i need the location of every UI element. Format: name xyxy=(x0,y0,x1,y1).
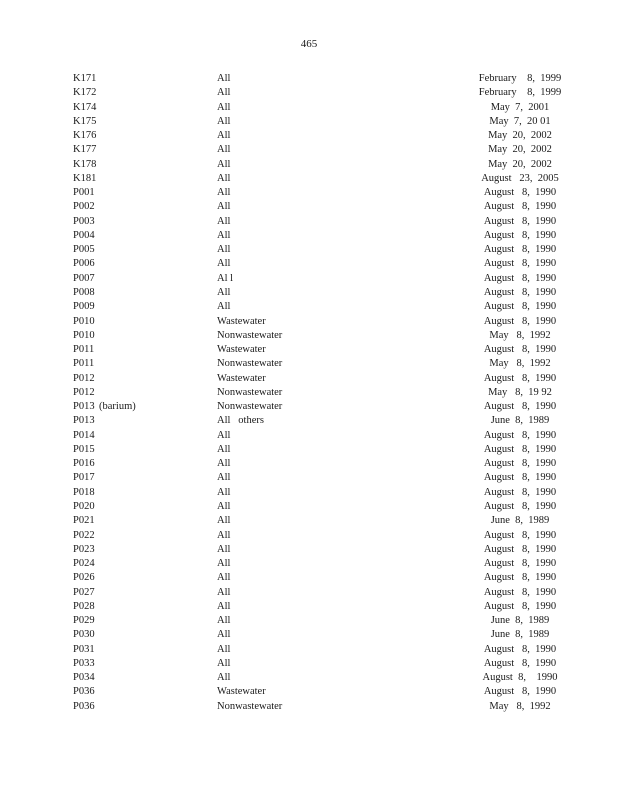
waste-code: P013 xyxy=(73,415,95,427)
waste-code: K172 xyxy=(73,87,97,99)
effective-date: August 8, 1990 xyxy=(483,315,557,327)
waste-type: All xyxy=(217,529,231,541)
effective-date: May 8, 19 92 xyxy=(488,386,552,398)
effective-date: August 8, 1990 xyxy=(483,529,557,541)
waste-code: K178 xyxy=(73,158,97,170)
table-row xyxy=(0,600,618,614)
effective-date: August 8, 1990 xyxy=(483,543,557,555)
table-row xyxy=(0,357,618,371)
waste-code: P036 xyxy=(73,686,95,698)
waste-type: All others xyxy=(217,415,264,427)
effective-date: August 8, 1990 xyxy=(483,215,557,227)
waste-type: All xyxy=(217,558,231,570)
table-row xyxy=(0,586,618,600)
effective-date: August 8, 1990 xyxy=(482,672,558,684)
table-row xyxy=(0,529,618,543)
waste-type: All xyxy=(217,472,231,484)
waste-type: All xyxy=(217,629,231,641)
table-row xyxy=(0,243,618,257)
effective-date: February 8, 1999 xyxy=(478,87,562,99)
table-row xyxy=(0,628,618,642)
table-row xyxy=(0,343,618,357)
effective-date: August 8, 1990 xyxy=(483,486,557,498)
table-row xyxy=(0,414,618,428)
waste-type: All xyxy=(217,443,231,455)
waste-code: K174 xyxy=(73,101,97,113)
waste-type: Wastewater xyxy=(217,315,266,327)
table-row xyxy=(0,471,618,485)
waste-code: P021 xyxy=(73,515,95,527)
waste-code: K181 xyxy=(73,172,97,184)
waste-type: All xyxy=(217,600,231,612)
effective-date: August 8, 1990 xyxy=(483,286,557,298)
waste-type: Nonwastewater xyxy=(217,401,283,413)
table-row xyxy=(0,429,618,443)
effective-date: August 8, 1990 xyxy=(483,458,557,470)
waste-type: All xyxy=(217,258,231,270)
effective-date: August 8, 1990 xyxy=(483,500,557,512)
waste-type: All xyxy=(217,643,231,655)
table-row xyxy=(0,671,618,685)
waste-code: P016 xyxy=(73,458,95,470)
waste-type: All xyxy=(217,158,231,170)
table-row xyxy=(0,329,618,343)
waste-type: Nonwastewater xyxy=(217,329,283,341)
waste-type: All xyxy=(217,672,231,684)
table-row xyxy=(0,272,618,286)
table-row xyxy=(0,158,618,172)
waste-type: All xyxy=(217,515,231,527)
table-row xyxy=(0,129,618,143)
waste-code: P034 xyxy=(73,672,95,684)
table-row xyxy=(0,186,618,200)
table-row xyxy=(0,457,618,471)
effective-date: August 23, 2005 xyxy=(481,172,559,184)
waste-type: All xyxy=(217,130,231,142)
waste-type: All xyxy=(217,486,231,498)
waste-code: P004 xyxy=(73,229,95,241)
waste-type: Al l xyxy=(217,272,234,284)
waste-code: P002 xyxy=(73,201,95,213)
table-row xyxy=(0,286,618,300)
waste-code: P010 xyxy=(73,329,95,341)
effective-date: August 8, 1990 xyxy=(483,229,557,241)
waste-type: Nonwastewater xyxy=(217,700,283,712)
waste-type: All xyxy=(217,301,231,313)
waste-code: P027 xyxy=(73,586,95,598)
effective-date: August 8, 1990 xyxy=(483,372,557,384)
effective-date: May 20, 2002 xyxy=(488,144,552,156)
table-row xyxy=(0,143,618,157)
effective-date: August 8, 1990 xyxy=(483,187,557,199)
waste-code: P001 xyxy=(73,187,95,199)
table-row xyxy=(0,614,618,628)
table-row xyxy=(0,300,618,314)
waste-type: Wastewater xyxy=(217,686,266,698)
waste-type: All xyxy=(217,215,231,227)
table-row xyxy=(0,571,618,585)
table-row xyxy=(0,72,618,86)
effective-date: June 8, 1989 xyxy=(490,415,550,427)
table-row xyxy=(0,657,618,671)
waste-code: P017 xyxy=(73,472,95,484)
waste-code: P006 xyxy=(73,258,95,270)
waste-type: All xyxy=(217,172,231,184)
table-row xyxy=(0,443,618,457)
waste-code: K176 xyxy=(73,130,97,142)
table-row xyxy=(0,372,618,386)
effective-date: August 8, 1990 xyxy=(483,344,557,356)
waste-code: P030 xyxy=(73,629,95,641)
table-row xyxy=(0,514,618,528)
waste-code: P011 xyxy=(73,344,95,356)
waste-code: P011 xyxy=(73,358,95,370)
table-row xyxy=(0,172,618,186)
effective-date: August 8, 1990 xyxy=(483,443,557,455)
waste-code: P028 xyxy=(73,600,95,612)
waste-code: P036 xyxy=(73,700,95,712)
waste-code: P009 xyxy=(73,301,95,313)
waste-type: Wastewater xyxy=(217,372,266,384)
waste-code-table xyxy=(0,72,618,714)
effective-date: August 8, 1990 xyxy=(483,600,557,612)
effective-date: February 8, 1999 xyxy=(478,73,562,84)
table-row xyxy=(0,700,618,714)
waste-type: All xyxy=(217,244,231,256)
effective-date: May 8, 1992 xyxy=(489,358,551,370)
waste-type: All xyxy=(217,429,231,441)
waste-code: P003 xyxy=(73,215,95,227)
effective-date: June 8, 1989 xyxy=(490,629,550,641)
waste-type: All xyxy=(217,187,231,199)
table-row xyxy=(0,486,618,500)
effective-date: June 8, 1989 xyxy=(490,615,550,627)
waste-type: All xyxy=(217,657,231,669)
waste-code: P018 xyxy=(73,486,95,498)
waste-type: All xyxy=(217,500,231,512)
waste-code: P020 xyxy=(73,500,95,512)
effective-date: May 7, 20 01 xyxy=(489,115,551,127)
waste-code: K177 xyxy=(73,144,97,156)
table-row xyxy=(0,257,618,271)
waste-type: All xyxy=(217,87,231,99)
effective-date: August 8, 1990 xyxy=(483,272,557,284)
table-row xyxy=(0,200,618,214)
effective-date: August 8, 1990 xyxy=(483,572,557,584)
table-row xyxy=(0,685,618,699)
waste-code: K175 xyxy=(73,115,97,127)
table-row xyxy=(0,500,618,514)
effective-date: May 20, 2002 xyxy=(488,130,552,142)
table-row xyxy=(0,643,618,657)
table-row xyxy=(0,386,618,400)
effective-date: May 20, 2002 xyxy=(488,158,552,170)
table-row xyxy=(0,115,618,129)
waste-type: All xyxy=(217,201,231,213)
table-row xyxy=(0,400,618,414)
effective-date: August 8, 1990 xyxy=(483,686,557,698)
waste-code: K171 xyxy=(73,73,97,84)
effective-date: August 8, 1990 xyxy=(483,244,557,256)
waste-code: P022 xyxy=(73,529,95,541)
effective-date: August 8, 1990 xyxy=(483,472,557,484)
waste-type: All xyxy=(217,144,231,156)
waste-code: P012 xyxy=(73,372,95,384)
waste-type: All xyxy=(217,458,231,470)
page-number: 465 xyxy=(300,38,318,50)
waste-type: All xyxy=(217,586,231,598)
effective-date: August 8, 1990 xyxy=(483,643,557,655)
waste-code: P031 xyxy=(73,643,95,655)
waste-code: P024 xyxy=(73,558,95,570)
waste-code: P026 xyxy=(73,572,95,584)
table-row xyxy=(0,315,618,329)
waste-code: P033 xyxy=(73,657,95,669)
effective-date: August 8, 1990 xyxy=(483,201,557,213)
effective-date: August 8, 1990 xyxy=(483,258,557,270)
table-row xyxy=(0,229,618,243)
waste-code: P023 xyxy=(73,543,95,555)
table-row xyxy=(0,86,618,100)
waste-code: P005 xyxy=(73,244,95,256)
table-row xyxy=(0,543,618,557)
waste-code: P029 xyxy=(73,615,95,627)
effective-date: August 8, 1990 xyxy=(483,586,557,598)
waste-type: Nonwastewater xyxy=(217,386,283,398)
waste-code: P013 xyxy=(73,401,95,413)
waste-code: P012 xyxy=(73,386,95,398)
waste-code: P010 xyxy=(73,315,95,327)
table-row xyxy=(0,215,618,229)
table-row xyxy=(0,101,618,115)
effective-date: May 8, 1992 xyxy=(489,329,551,341)
waste-type: All xyxy=(217,543,231,555)
effective-date: August 8, 1990 xyxy=(483,301,557,313)
table-row xyxy=(0,557,618,571)
waste-type: Wastewater xyxy=(217,344,266,356)
waste-type: Nonwastewater xyxy=(217,358,283,370)
waste-code: P015 xyxy=(73,443,95,455)
waste-code: P008 xyxy=(73,286,95,298)
waste-note: (barium) xyxy=(99,401,136,413)
waste-code: P014 xyxy=(73,429,95,441)
effective-date: May 8, 1992 xyxy=(489,700,551,712)
effective-date: May 7, 2001 xyxy=(490,101,550,113)
waste-type: All xyxy=(217,101,231,113)
waste-type: All xyxy=(217,115,231,127)
waste-type: All xyxy=(217,615,231,627)
effective-date: June 8, 1989 xyxy=(490,515,550,527)
waste-type: All xyxy=(217,572,231,584)
waste-type: All xyxy=(217,286,231,298)
waste-type: All xyxy=(217,73,231,84)
waste-type: All xyxy=(217,229,231,241)
effective-date: August 8, 1990 xyxy=(483,657,557,669)
effective-date: August 8, 1990 xyxy=(483,558,557,570)
effective-date: August 8, 1990 xyxy=(483,401,557,413)
effective-date: August 8, 1990 xyxy=(483,429,557,441)
waste-code: P007 xyxy=(73,272,95,284)
